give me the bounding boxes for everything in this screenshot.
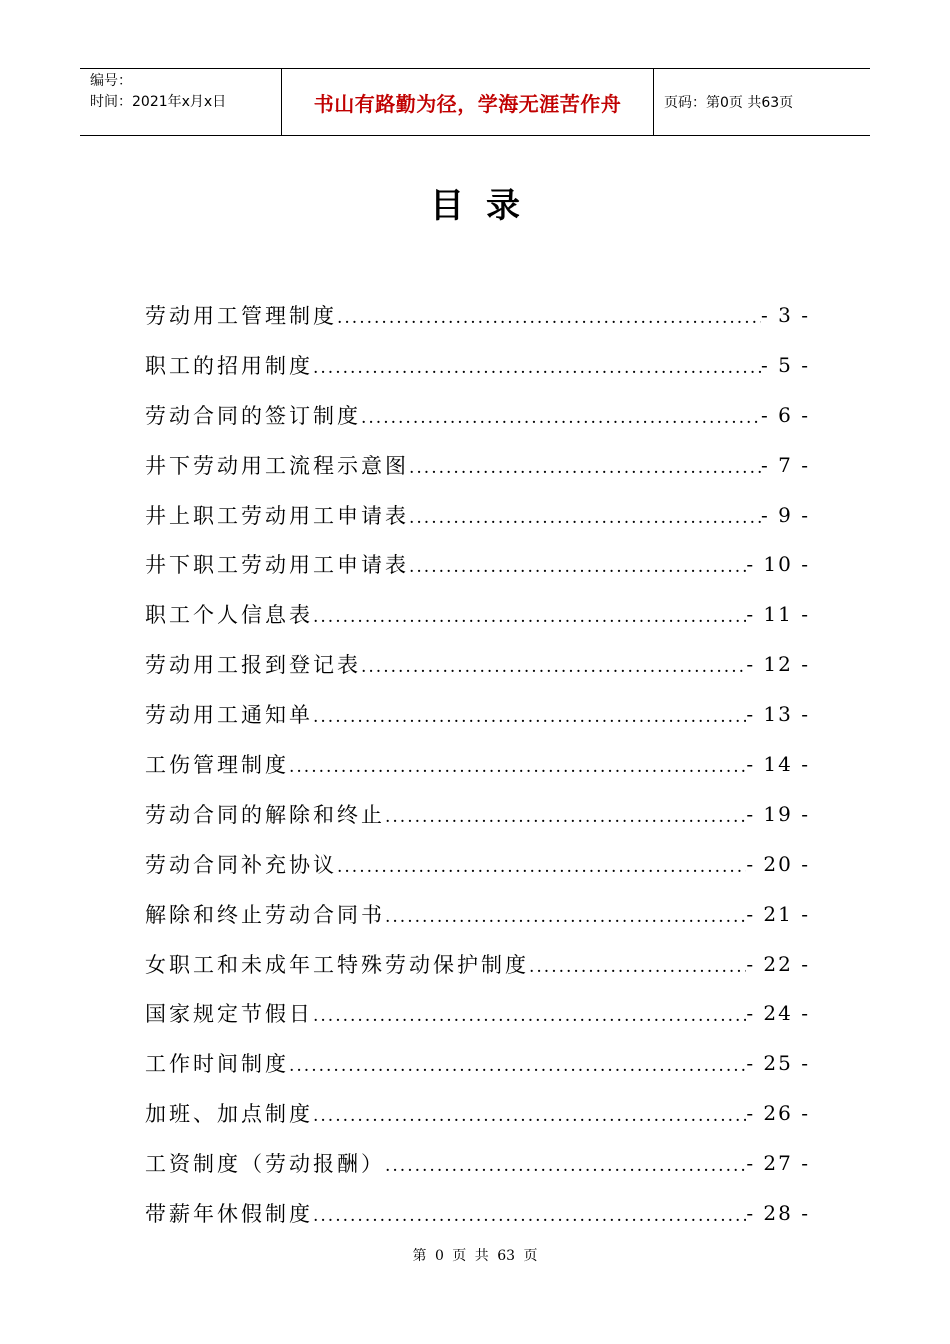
header-meta — [80, 69, 282, 135]
toc-entry-label: 劳动用工报到登记表 — [145, 653, 361, 678]
toc-leader-dots — [361, 651, 746, 677]
toc-entry-label: 劳动合同补充协议 — [145, 852, 337, 877]
toc-entry[interactable] — [145, 1188, 810, 1238]
toc-entry-page: - 19 - — [746, 801, 810, 826]
toc-entry-page: - 11 - — [746, 602, 810, 627]
toc-leader-dots — [313, 352, 761, 378]
toc-entry-label: 劳动合同的解除和终止 — [145, 802, 385, 827]
page-footer: 第 0 页 共 63 页 — [412, 1248, 538, 1264]
toc-entry[interactable] — [145, 539, 810, 589]
toc-leader-dots — [313, 601, 746, 627]
toc-entry[interactable] — [145, 1038, 810, 1088]
toc-entry-label: 劳动合同的签订制度 — [145, 403, 361, 428]
toc-entry-page: - 24 - — [746, 1001, 810, 1026]
toc-entry-page: - 3 - — [761, 302, 810, 327]
toc-entry-label: 职工的招用制度 — [145, 353, 313, 378]
toc-entry[interactable] — [145, 689, 810, 739]
toc-entry[interactable] — [145, 490, 810, 540]
toc-leader-dots — [337, 851, 746, 877]
toc-leader-dots — [385, 901, 746, 927]
toc-entry-page: - 26 - — [746, 1101, 810, 1126]
toc-leader-dots — [385, 801, 746, 827]
toc-entry[interactable] — [145, 639, 810, 689]
toc-entry-page: - 13 - — [746, 702, 810, 727]
header-page-info-cell — [654, 69, 870, 135]
toc-leader-dots — [529, 951, 746, 977]
toc-entry-page: - 14 - — [746, 751, 810, 776]
toc-leader-dots — [409, 452, 761, 478]
header-page-info: 页码：第0页 共63页 — [664, 95, 794, 111]
toc-entry-label: 加班、加点制度 — [145, 1102, 313, 1127]
toc-entry[interactable] — [145, 340, 810, 390]
toc-entry-label: 工资制度（劳动报酬） — [145, 1152, 385, 1177]
toc-entry-label: 女职工和未成年工特殊劳动保护制度 — [145, 952, 529, 977]
toc-entry-page: - 22 - — [746, 951, 810, 976]
toc-entry-label: 劳动用工管理制度 — [145, 303, 337, 328]
toc-entry-page: - 5 - — [761, 352, 810, 377]
toc-entry[interactable] — [145, 939, 810, 989]
toc-leader-dots — [313, 701, 746, 727]
toc-entry[interactable] — [145, 839, 810, 889]
toc-entry[interactable] — [145, 739, 810, 789]
toc-entry-page: - 7 - — [761, 452, 810, 477]
toc-leader-dots — [361, 402, 761, 428]
toc-entry-label: 井上职工劳动用工申请表 — [145, 503, 409, 528]
number-label: 编号： — [90, 73, 132, 89]
toc-entry-label: 工作时间制度 — [145, 1052, 289, 1077]
table-of-contents — [145, 290, 810, 1238]
toc-entry-label: 带薪年休假制度 — [145, 1201, 313, 1226]
time-label: 时间：2021年x月x日 — [90, 94, 227, 110]
toc-entry-label: 劳动用工通知单 — [145, 703, 313, 728]
toc-entry[interactable] — [145, 589, 810, 639]
toc-leader-dots — [409, 502, 761, 528]
toc-leader-dots — [289, 751, 746, 777]
toc-entry-page: - 12 - — [746, 652, 810, 677]
toc-leader-dots — [409, 551, 746, 577]
toc-leader-dots — [289, 1050, 746, 1076]
toc-entry[interactable] — [145, 390, 810, 440]
toc-entry-label: 井下职工劳动用工申请表 — [145, 553, 409, 578]
toc-title: 目录 — [430, 186, 542, 226]
toc-entry-page: - 27 - — [746, 1151, 810, 1176]
toc-entry-label: 国家规定节假日 — [145, 1002, 313, 1027]
toc-entry-label: 职工个人信息表 — [145, 603, 313, 628]
toc-leader-dots — [313, 1100, 746, 1126]
toc-leader-dots — [385, 1150, 746, 1176]
toc-entry-page: - 21 - — [746, 901, 810, 926]
toc-entry-label: 工伤管理制度 — [145, 752, 289, 777]
toc-entry-label: 解除和终止劳动合同书 — [145, 902, 385, 927]
toc-entry-page: - 6 - — [761, 402, 810, 427]
toc-entry-page: - 20 - — [746, 851, 810, 876]
header-motto: 书山有路勤为径，学海无涯苦作舟 — [313, 91, 622, 116]
toc-entry-page: - 28 - — [746, 1200, 810, 1225]
toc-entry-page: - 10 - — [746, 552, 810, 577]
toc-entry[interactable] — [145, 789, 810, 839]
toc-entry[interactable] — [145, 1088, 810, 1138]
toc-leader-dots — [337, 302, 761, 328]
toc-entry[interactable] — [145, 1138, 810, 1188]
document-header — [80, 68, 870, 136]
toc-entry[interactable] — [145, 988, 810, 1038]
toc-leader-dots — [313, 1000, 746, 1026]
toc-entry[interactable] — [145, 440, 810, 490]
toc-entry[interactable] — [145, 889, 810, 939]
toc-entry-label: 井下劳动用工流程示意图 — [145, 453, 409, 478]
toc-leader-dots — [313, 1200, 746, 1226]
toc-entry[interactable] — [145, 290, 810, 340]
header-motto-cell — [282, 69, 654, 135]
toc-entry-page: - 9 - — [761, 502, 810, 527]
toc-entry-page: - 25 - — [746, 1051, 810, 1076]
